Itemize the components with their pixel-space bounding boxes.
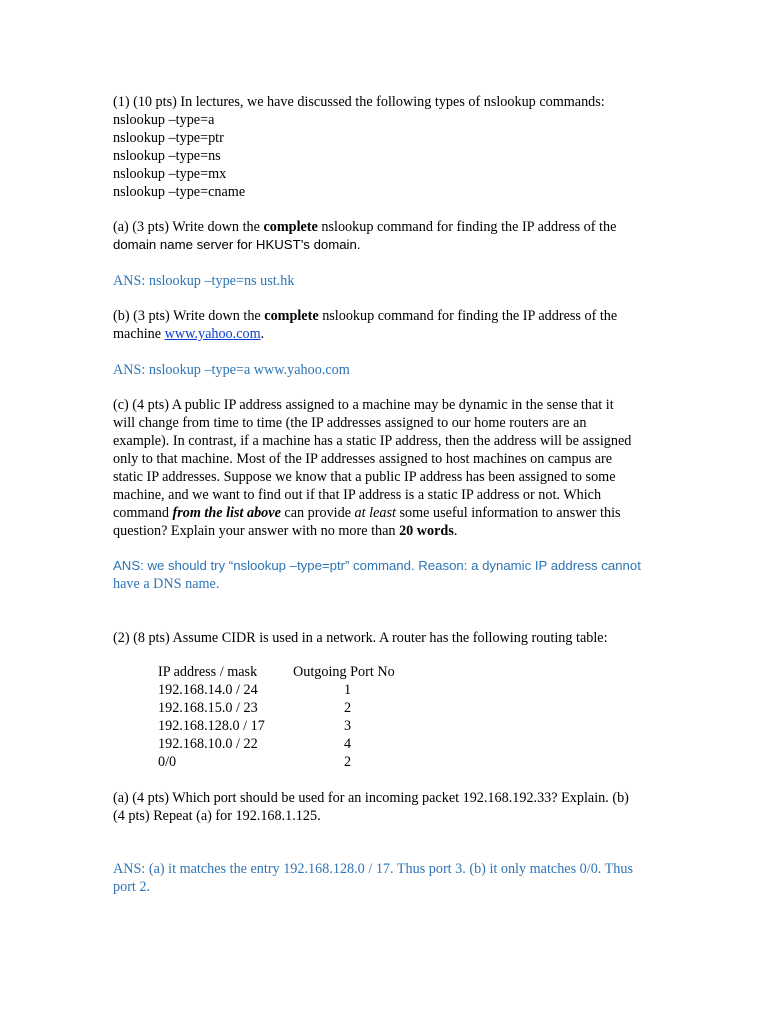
- q1b-text-pre: (b) (3 pts) Write down the: [113, 308, 265, 324]
- q1a-answer: [113, 272, 655, 290]
- q1-intro-block: [113, 93, 655, 201]
- command-line: nslookup –type=ns: [113, 148, 221, 164]
- q2-answer-line2: port 2.: [113, 879, 151, 895]
- q1c-answer-line2: have a DNS name.: [113, 576, 220, 592]
- q1a-answer-text: ANS: nslookup –type=ns ust.hk: [113, 273, 295, 289]
- table-row: [158, 681, 433, 699]
- routing-table: [158, 663, 433, 771]
- q2-intro: (2) (8 pts) Assume CIDR is used in a network. A router has the following routing table:: [113, 630, 608, 646]
- header-ip-mask: IP address / mask: [158, 664, 258, 680]
- q1c-l8-pre: question? Explain your answer with no more than: [113, 523, 400, 539]
- q2-answer: [113, 860, 655, 896]
- q1a-text-post: nslookup command for finding the IP address of the: [317, 219, 617, 235]
- q1b-line2-post: .: [260, 326, 265, 342]
- q1c-line: machine, and we want to find out if that IP address is a static IP address or not. Which: [113, 487, 602, 503]
- q1c-line: example). In contrast, if a machine has a static IP address, then the address will be assigned: [113, 433, 632, 449]
- q1c-line: will change from time to time (the IP addresses assigned to our home routers are an: [113, 415, 587, 431]
- q1c-l8-post: .: [453, 523, 458, 539]
- q1c-answer-line1: ANS: we should try “nslookup –type=ptr” command. Reason: a dynamic IP address cannot: [113, 558, 641, 573]
- q2-question-line2: (4 pts) Repeat (a) for 192.168.1.125.: [113, 808, 321, 824]
- q1a-bold-complete: complete: [263, 219, 318, 235]
- cell-ip-mask: 192.168.10.0 / 22: [158, 736, 258, 752]
- q1c-l7-bold-italic: from the list above: [172, 505, 281, 521]
- cell-port: 2: [343, 700, 352, 716]
- q1b-answer: [113, 361, 655, 379]
- cell-ip-mask: 192.168.14.0 / 24: [158, 682, 258, 698]
- table-row: [158, 717, 433, 735]
- table-row: [158, 699, 433, 717]
- cell-port: 4: [343, 736, 352, 752]
- yahoo-link[interactable]: www.yahoo.com: [164, 326, 261, 342]
- command-line: nslookup –type=a: [113, 112, 215, 128]
- cell-ip-mask: 192.168.15.0 / 23: [158, 700, 258, 716]
- q1b-bold-complete: complete: [264, 308, 319, 324]
- cell-ip-mask: 192.168.128.0 / 17: [158, 718, 265, 734]
- q1a-text-pre: (a) (3 pts) Write down the: [113, 219, 264, 235]
- q1-intro: (1) (10 pts) In lectures, we have discussed the following types of nslookup commands:: [113, 94, 605, 110]
- cell-ip-mask: 0/0: [158, 754, 177, 770]
- q1a-question: [113, 218, 655, 254]
- q2-intro-block: [113, 629, 655, 647]
- command-line: nslookup –type=mx: [113, 166, 227, 182]
- q1b-text-post: nslookup command for finding the IP address of the: [318, 308, 618, 324]
- q1c-l8-bold: 20 words: [399, 523, 454, 539]
- q2-question-line1: (a) (4 pts) Which port should be used for an incoming packet 192.168.192.33? Explain. (b): [113, 790, 629, 806]
- routing-table-header: [158, 663, 433, 681]
- table-row: [158, 753, 433, 771]
- q1c-question: [113, 396, 655, 540]
- table-row: [158, 735, 433, 753]
- q2-question: [113, 789, 655, 825]
- q1c-l7-mid: can provide: [280, 505, 355, 521]
- q1c-answer: [113, 557, 655, 593]
- cell-port: 1: [343, 682, 352, 698]
- command-line: nslookup –type=ptr: [113, 130, 224, 146]
- q1c-l7-post: some useful information to answer this: [395, 505, 621, 521]
- cell-port: 3: [343, 718, 352, 734]
- q1b-answer-text: ANS: nslookup –type=a www.yahoo.com: [113, 362, 350, 378]
- cell-port: 2: [343, 754, 352, 770]
- q1c-l7-italic: at least: [354, 505, 396, 521]
- command-line: nslookup –type=cname: [113, 184, 246, 200]
- q1b-question: [113, 307, 655, 343]
- q1c-line: static IP addresses. Suppose we know that a public IP address has been assigned to some: [113, 469, 616, 485]
- header-outgoing-port: Outgoing Port No: [293, 664, 395, 680]
- q1a-line2: domain name server for HKUST’s domain.: [113, 237, 361, 252]
- q2-answer-line1: ANS: (a) it matches the entry 192.168.128.0 / 17. Thus port 3. (b) it only matches 0/0. Thus: [113, 861, 634, 877]
- q1c-line: (c) (4 pts) A public IP address assigned to a machine may be dynamic in the sense that it: [113, 397, 614, 413]
- q1b-line2-pre: machine: [113, 326, 165, 342]
- q1c-l7-pre: command: [113, 505, 173, 521]
- q1c-line: only to that machine. Most of the IP addresses assigned to host machines on campus are: [113, 451, 613, 467]
